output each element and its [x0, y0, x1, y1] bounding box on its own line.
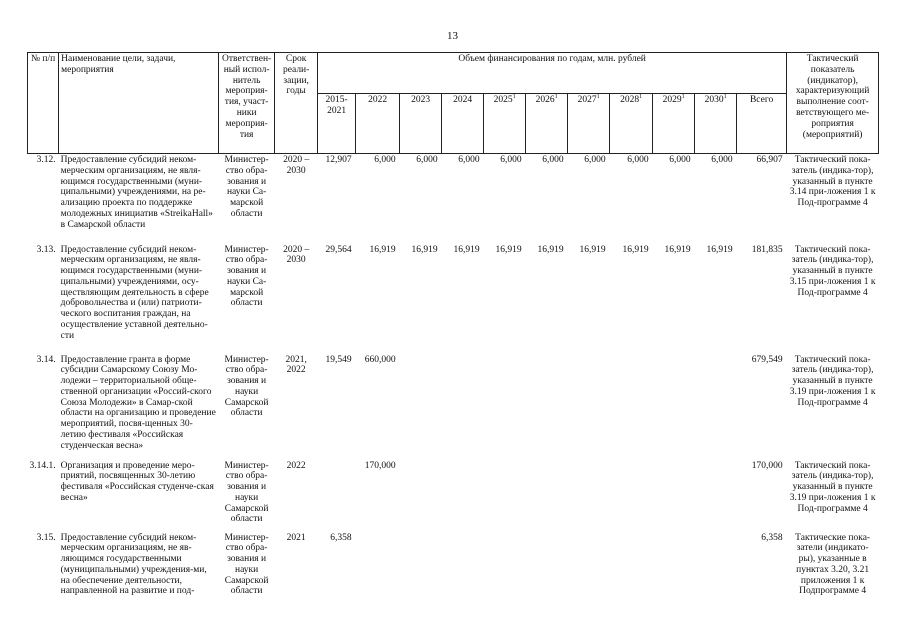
row-indicator: Тактический пока-затель (индика-тор), указанный в пункте 3.15 при-ложения 1 к Под-программе 4	[789, 244, 876, 298]
header-funding: Объем финансирования по годам, млн. рублей	[318, 53, 787, 94]
row-value: 16,919	[579, 244, 606, 255]
row-value: 6,000	[584, 155, 606, 165]
row-value	[484, 354, 526, 460]
row-value	[526, 532, 568, 602]
row-value: 19,549	[325, 354, 352, 365]
row-indicator: Тактический пока-затель (индика-тор), указанный в пункте 3.14 при-ложения 1 к Под-программе 4	[789, 155, 876, 209]
row-value	[568, 532, 610, 602]
header-total: Всего	[737, 94, 787, 154]
row-responsible: Министер-ство обра-зования и науки Самарской области	[224, 532, 269, 597]
row-indicator: Тактический пока-затель (индика-тор), указанный в пункте 3.19 при-ложения 1 к Под-программе 4	[789, 460, 876, 514]
header-name: Наименование цели, задачи, мероприятия	[59, 53, 219, 154]
row-total: 6,358	[761, 532, 783, 543]
row-num: 3.14.	[36, 354, 56, 365]
row-value	[526, 460, 568, 532]
header-year: 2015-2021	[318, 94, 356, 154]
row-term: 2020 – 2030	[283, 155, 310, 176]
footnote-mark: 1	[596, 93, 600, 100]
row-name: Предоставление субсидий неком-мерческим организациям, не яв-ляющимся государственными (муниципальными) учреждения-ми, на обеспечение деятельности, направленной на развитие и под-	[60, 532, 207, 597]
header-row-top	[28, 53, 879, 94]
row-value	[526, 354, 568, 460]
row-value: 16,919	[664, 244, 691, 255]
row-total: 170,000	[751, 460, 783, 471]
header-term: Срок реали-зации, годы	[275, 53, 318, 154]
row-total: 679,549	[751, 354, 783, 365]
footnote-mark: 1	[512, 93, 516, 100]
row-value	[610, 354, 653, 460]
row-value: 170,000	[364, 460, 396, 471]
row-value	[568, 354, 610, 460]
row-responsible: Министер-ство обра-зования и науки Са-марской области	[224, 244, 269, 309]
header-year: 2025$^1$	[484, 94, 526, 154]
row-num: 3.13.	[36, 244, 56, 255]
row-name: Предоставление субсидий неком-мерческим организациям, не явля-ющимся государственными (муни-ципальными) учреждениями, на ре-ализацию проекта по поддержке молодежных инициатив «StreikaHall» в Самарской области	[60, 155, 213, 230]
header-indicator: Тактический показатель (индикатор), характеризующий выполнение соот-ветствующего ме-роприятия (мероприятий)	[787, 53, 879, 154]
row-value: 6,000	[542, 155, 564, 165]
row-value	[653, 460, 695, 532]
header-num: № п/п	[28, 53, 59, 154]
row-term: 2021, 2022	[285, 354, 307, 376]
header-year: 2030$^1$	[695, 94, 737, 154]
row-value	[568, 460, 610, 532]
row-value	[610, 460, 653, 532]
header-year: 2026$^1$	[526, 94, 568, 154]
row-value: 16,919	[706, 244, 733, 255]
row-responsible: Министер-ство обра-зования и науки Са-марской области	[224, 155, 269, 219]
row-value	[484, 460, 526, 532]
row-num: 3.12.	[36, 155, 56, 165]
row-value	[653, 532, 695, 602]
row-term: 2020 – 2030	[283, 244, 310, 266]
row-value: 660,000	[364, 354, 396, 365]
row-value	[695, 532, 737, 602]
row-value: 6,000	[500, 155, 522, 165]
row-value: 16,919	[453, 244, 480, 255]
row-value	[400, 532, 442, 602]
funding-table	[27, 52, 879, 602]
row-value: 16,919	[537, 244, 564, 255]
footnote-mark: 1	[681, 93, 685, 100]
row-responsible: Министер-ство обра-зования и науки Самарской области	[224, 354, 269, 419]
header-year: 2029$^1$	[653, 94, 695, 154]
row-name: Предоставление гранта в форме субсидии Самарскому Союзу Мо-лодежи – территориальной обще-ственной организации «Россий-ского Союза Молодежи» в Самар-ской области на организацию и проведение мероприятий, посвя-щенных 30-летию фестиваля «Российская студенческая весна»	[60, 354, 216, 451]
footnote-mark: 1	[723, 93, 727, 100]
table-row	[28, 354, 879, 460]
row-value	[356, 532, 400, 602]
row-value: 16,919	[411, 244, 438, 255]
row-value: 16,919	[495, 244, 522, 255]
row-value: 29,564	[325, 244, 352, 255]
row-value: 16,919	[622, 244, 649, 255]
row-value	[400, 460, 442, 532]
header-year: 2028$^1$	[610, 94, 653, 154]
row-num: 3.15.	[36, 532, 56, 543]
row-value	[400, 354, 442, 460]
row-name: Организация и проведение меро-приятий, посвященных 30-летию фестиваля «Российская студенче-ская весна»	[60, 460, 214, 503]
row-value: 6,000	[374, 155, 396, 165]
row-indicator: Тактические пока-затели (индикато-ры), указанные в пунктах 3.20, 3.21 приложения 1 к Подпрограмме 4	[795, 532, 871, 597]
row-value	[695, 460, 737, 532]
row-value: 6,000	[627, 155, 649, 165]
row-term: 2021	[286, 532, 306, 543]
footnote-mark: 1	[554, 93, 558, 100]
table-row	[28, 244, 879, 354]
page-number: 13	[447, 30, 458, 42]
row-value	[610, 532, 653, 602]
header-year: 2024	[442, 94, 484, 154]
row-value	[442, 354, 484, 460]
row-value: 16,919	[369, 244, 396, 255]
header-year: 2023	[400, 94, 442, 154]
row-value: 6,000	[669, 155, 691, 165]
row-value	[695, 354, 737, 460]
row-value	[442, 532, 484, 602]
row-value	[318, 460, 356, 532]
header-year: 2022	[356, 94, 400, 154]
footnote-mark: 1	[639, 93, 643, 100]
row-value: 6,358	[330, 532, 352, 543]
row-value	[484, 532, 526, 602]
table-row	[28, 532, 879, 602]
table-row	[28, 154, 879, 244]
row-total: 181,835	[751, 244, 783, 255]
header-year: 2027$^1$	[568, 94, 610, 154]
row-value: 6,000	[458, 155, 480, 165]
row-value	[653, 354, 695, 460]
row-num: 3.14.1.	[29, 460, 56, 471]
row-responsible: Министер-ство обра-зования и науки Самарской области	[224, 460, 269, 525]
row-term: 2022	[286, 460, 306, 471]
row-value: 6,000	[416, 155, 438, 165]
row-value: 6,000	[711, 155, 733, 165]
row-total: 66,907	[756, 155, 783, 165]
row-name: Предоставление субсидий неком-мерческим организациям, не явля-ющимся государственными (муни-ципальными) учреждениями, осу-ществляющим деятельность в сфере добровольчества и (или) патриоти-ческого воспитания граждан, на осуществление уставной деятельно-сти	[60, 244, 209, 341]
row-indicator: Тактический пока-затель (индика-тор), указанный в пункте 3.19 при-ложения 1 к Под-программе 4	[789, 354, 876, 408]
row-value	[442, 460, 484, 532]
row-value: 12,907	[325, 155, 352, 165]
header-responsible: Ответствен-ный испол-нитель мероприя-тия, участ-ники мероприя-тия	[219, 53, 275, 154]
table-row	[28, 460, 879, 532]
